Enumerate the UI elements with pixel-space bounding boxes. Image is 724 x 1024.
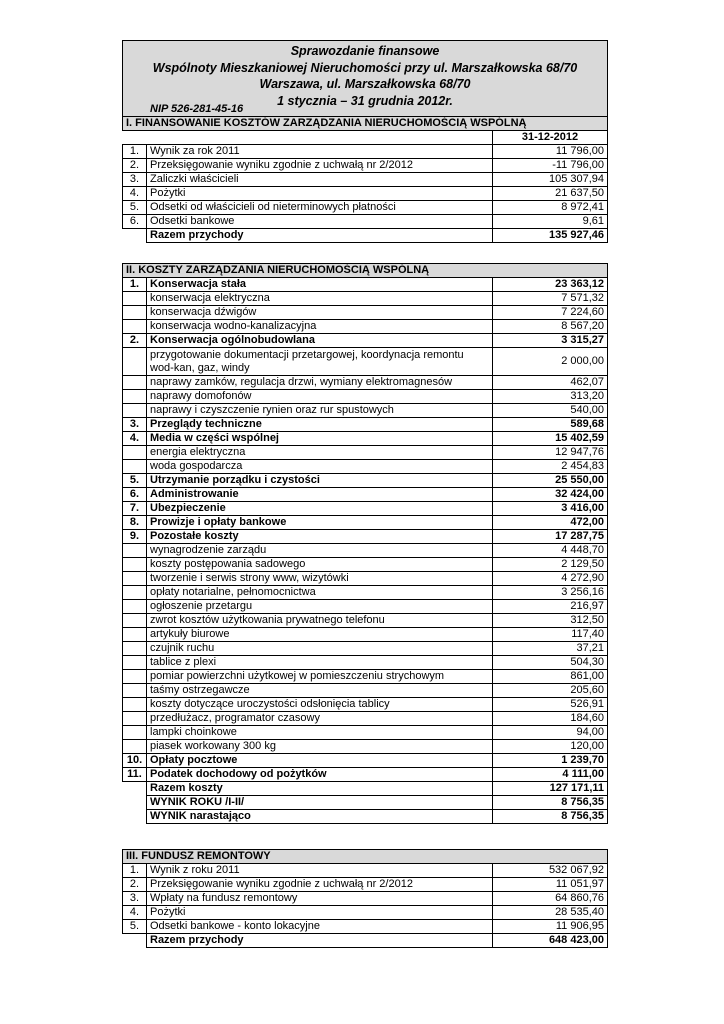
cost-row (123, 656, 608, 670)
row-value: 540,00 (493, 404, 608, 418)
cost-row (123, 292, 608, 306)
row-number (123, 726, 147, 740)
row-value: 2 129,50 (493, 558, 608, 572)
row-value: 216,97 (493, 600, 608, 614)
row-value: 1 239,70 (493, 754, 608, 768)
section-2-title-row (123, 264, 608, 278)
row-value: 313,20 (493, 390, 608, 404)
cost-row (123, 376, 608, 390)
fund-row (123, 878, 608, 892)
row-label: czujnik ruchu (147, 642, 493, 656)
row-number: 1. (123, 864, 147, 878)
income-row (123, 187, 608, 201)
row-label: Przeglądy techniczne (147, 418, 493, 432)
total-label: Razem koszty (147, 782, 493, 796)
cost-row (123, 544, 608, 558)
row-label: Konserwacja ogólnobudowlana (147, 334, 493, 348)
row-label: opłaty notarialne, pełnomocnictwa (147, 586, 493, 600)
cost-row (123, 670, 608, 684)
row-number: 4. (123, 187, 147, 201)
cost-row (123, 684, 608, 698)
row-value: 861,00 (493, 670, 608, 684)
cost-row (123, 418, 608, 432)
row-value: 37,21 (493, 642, 608, 656)
section-3-title: III. FUNDUSZ REMONTOWY (123, 850, 608, 864)
row-label: woda gospodarcza (147, 460, 493, 474)
row-number: 9. (123, 530, 147, 544)
row-label: konserwacja dźwigów (147, 306, 493, 320)
row-number (123, 614, 147, 628)
cost-total-row (123, 810, 608, 824)
section-2-title: II. KOSZTY ZARZĄDZANIA NIERUCHOMOŚCIĄ WSPÓLNĄ (123, 264, 608, 278)
cost-row (123, 390, 608, 404)
income-row (123, 159, 608, 173)
row-number: 2. (123, 878, 147, 892)
row-number (123, 376, 147, 390)
row-number: 5. (123, 474, 147, 488)
row-label: Media w części wspólnej (147, 432, 493, 446)
row-value: 3 315,27 (493, 334, 608, 348)
cost-row (123, 614, 608, 628)
header-nip: NIP 526-281-45-16 (150, 103, 244, 115)
row-value: 8 567,20 (493, 320, 608, 334)
total-value: 8 756,35 (493, 810, 608, 824)
total-label: WYNIK narastająco (147, 810, 493, 824)
section-2-table (122, 263, 608, 824)
row-value: 184,60 (493, 712, 608, 726)
row-value: 120,00 (493, 740, 608, 754)
total-value: 8 756,35 (493, 796, 608, 810)
income-row (123, 215, 608, 229)
fund-row (123, 892, 608, 906)
row-value: 94,00 (493, 726, 608, 740)
row-number (123, 656, 147, 670)
cost-row (123, 642, 608, 656)
header-title: Sprawozdanie finansowe (290, 44, 440, 58)
total-value: 648 423,00 (493, 934, 608, 948)
row-value: 11 796,00 (493, 145, 608, 159)
row-label: Odsetki bankowe (147, 215, 493, 229)
income-row (123, 173, 608, 187)
row-number (123, 404, 147, 418)
row-number: 11. (123, 768, 147, 782)
row-number: 3. (123, 173, 147, 187)
row-label: Pożytki (147, 906, 493, 920)
row-label: energia elektryczna (147, 446, 493, 460)
row-label: wynagrodzenie zarządu (147, 544, 493, 558)
row-value: 472,00 (493, 516, 608, 530)
row-label: Zaliczki właścicieli (147, 173, 493, 187)
row-number (123, 740, 147, 754)
row-value: 4 272,90 (493, 572, 608, 586)
row-label: Pożytki (147, 187, 493, 201)
row-label: naprawy zamków, regulacja drzwi, wymiany elektromagnesów (147, 376, 493, 390)
cost-row (123, 586, 608, 600)
row-label: Przeksięgowanie wyniku zgodnie z uchwałą nr 2/2012 (147, 878, 493, 892)
row-label: naprawy domofonów (147, 390, 493, 404)
row-number (123, 586, 147, 600)
row-label: Wynik z roku 2011 (147, 864, 493, 878)
row-value: 8 972,41 (493, 201, 608, 215)
row-label: konserwacja wodno-kanalizacyjna (147, 320, 493, 334)
row-value: 105 307,94 (493, 173, 608, 187)
row-value: 2 000,00 (493, 348, 608, 376)
fund-row (123, 920, 608, 934)
row-value: 32 424,00 (493, 488, 608, 502)
cost-row (123, 754, 608, 768)
row-number: 3. (123, 418, 147, 432)
row-value: 7 571,32 (493, 292, 608, 306)
row-value: 15 402,59 (493, 432, 608, 446)
section-1-title: I. FINANSOWANIE KOSZTÓW ZARZĄDZANIA NIERUCHOMOŚCIĄ WSPÓLNĄ (123, 117, 608, 131)
cost-row (123, 740, 608, 754)
cost-row (123, 306, 608, 320)
row-value: 9,61 (493, 215, 608, 229)
row-number: 2. (123, 334, 147, 348)
row-number: 7. (123, 502, 147, 516)
row-value: 589,68 (493, 418, 608, 432)
cost-row (123, 460, 608, 474)
row-value: 12 947,76 (493, 446, 608, 460)
row-label: lampki choinkowe (147, 726, 493, 740)
cost-row (123, 320, 608, 334)
cost-row (123, 698, 608, 712)
row-label: Ubezpieczenie (147, 502, 493, 516)
row-number (123, 698, 147, 712)
row-label: Odsetki od właścicieli od nieterminowych płatności (147, 201, 493, 215)
cost-row (123, 712, 608, 726)
row-label: Administrowanie (147, 488, 493, 502)
row-label: Podatek dochodowy od pożytków (147, 768, 493, 782)
row-label: Wpłaty na fundusz remontowy (147, 892, 493, 906)
row-number (123, 558, 147, 572)
row-value: 462,07 (493, 376, 608, 390)
cost-row (123, 516, 608, 530)
total-label: Razem przychody (147, 229, 493, 243)
cost-total-row (123, 782, 608, 796)
row-value: 2 454,83 (493, 460, 608, 474)
row-number (123, 320, 147, 334)
row-value: 64 860,76 (493, 892, 608, 906)
row-number (123, 390, 147, 404)
date-label: 31-12-2012 (493, 131, 608, 145)
row-value: 4 448,70 (493, 544, 608, 558)
cost-row (123, 446, 608, 460)
row-number: 3. (123, 892, 147, 906)
cost-row (123, 432, 608, 446)
cost-total-row (123, 796, 608, 810)
row-number (123, 642, 147, 656)
row-value: 4 111,00 (493, 768, 608, 782)
row-number: 10. (123, 754, 147, 768)
row-label: naprawy i czyszczenie rynien oraz rur spustowych (147, 404, 493, 418)
income-row (123, 201, 608, 215)
row-label: Odsetki bankowe - konto lokacyjne (147, 920, 493, 934)
row-value: -11 796,00 (493, 159, 608, 173)
row-value: 205,60 (493, 684, 608, 698)
row-label: Utrzymanie porządku i czystości (147, 474, 493, 488)
row-label: tworzenie i serwis strony www, wizytówki (147, 572, 493, 586)
row-number (123, 712, 147, 726)
row-number (123, 670, 147, 684)
cost-row (123, 278, 608, 292)
row-number: 1. (123, 145, 147, 159)
row-number (123, 306, 147, 320)
income-total-row (123, 229, 608, 243)
row-label: Konserwacja stała (147, 278, 493, 292)
row-value: 3 416,00 (493, 502, 608, 516)
row-number (123, 544, 147, 558)
row-number: 1. (123, 278, 147, 292)
row-label: taśmy ostrzegawcze (147, 684, 493, 698)
row-value: 25 550,00 (493, 474, 608, 488)
row-value: 28 535,40 (493, 906, 608, 920)
date-header-row (123, 131, 608, 145)
row-value: 17 287,75 (493, 530, 608, 544)
row-value: 23 363,12 (493, 278, 608, 292)
total-value: 135 927,46 (493, 229, 608, 243)
row-number (123, 292, 147, 306)
total-label: Razem przychody (147, 934, 493, 948)
row-number: 6. (123, 488, 147, 502)
row-label: koszty postępowania sadowego (147, 558, 493, 572)
row-label: zwrot kosztów użytkowania prywatnego telefonu (147, 614, 493, 628)
row-label: Opłaty pocztowe (147, 754, 493, 768)
row-label: ogłoszenie przetargu (147, 600, 493, 614)
row-value: 532 067,92 (493, 864, 608, 878)
report-header (123, 41, 608, 117)
row-value: 11 906,95 (493, 920, 608, 934)
row-label: tablice z plexi (147, 656, 493, 670)
row-number: 2. (123, 159, 147, 173)
row-value: 11 051,97 (493, 878, 608, 892)
row-label: Prowizje i opłaty bankowe (147, 516, 493, 530)
row-value: 526,91 (493, 698, 608, 712)
total-label: WYNIK ROKU /I-II/ (147, 796, 493, 810)
row-label: Pozostałe koszty (147, 530, 493, 544)
row-value: 7 224,60 (493, 306, 608, 320)
row-value: 312,50 (493, 614, 608, 628)
cost-row (123, 628, 608, 642)
cost-row (123, 348, 608, 376)
row-label: artykuły biurowe (147, 628, 493, 642)
header-address: Warszawa, ul. Marszałkowska 68/70 (259, 77, 471, 91)
row-value: 504,30 (493, 656, 608, 670)
fund-row (123, 906, 608, 920)
cost-row (123, 474, 608, 488)
fund-row (123, 864, 608, 878)
cost-row (123, 502, 608, 516)
section-3-title-row (123, 850, 608, 864)
row-value: 21 637,50 (493, 187, 608, 201)
cost-row (123, 404, 608, 418)
row-number: 5. (123, 920, 147, 934)
row-label: Przeksięgowanie wyniku zgodnie z uchwałą nr 2/2012 (147, 159, 493, 173)
income-row (123, 145, 608, 159)
row-number: 4. (123, 906, 147, 920)
row-label: Wynik za rok 2011 (147, 145, 493, 159)
row-value: 117,40 (493, 628, 608, 642)
row-label: konserwacja elektryczna (147, 292, 493, 306)
row-label: przedłużacz, programator czasowy (147, 712, 493, 726)
header-period: 1 stycznia – 31 grudnia 2012r. (277, 93, 453, 108)
row-label: piasek workowany 300 kg (147, 740, 493, 754)
row-label: koszty dotyczące uroczystości odsłonięcia tablicy (147, 698, 493, 712)
row-number (123, 684, 147, 698)
cost-row (123, 558, 608, 572)
total-value: 127 171,11 (493, 782, 608, 796)
fund-total-row (123, 934, 608, 948)
row-number: 4. (123, 432, 147, 446)
section-1-title-row (123, 117, 608, 131)
row-label: przygotowanie dokumentacji przetargowej, koordynacja remontu wod-kan, gaz, windy (147, 348, 493, 376)
row-number: 5. (123, 201, 147, 215)
row-number (123, 348, 147, 376)
section-1-table (122, 40, 608, 243)
cost-row (123, 600, 608, 614)
cost-row (123, 572, 608, 586)
cost-row (123, 726, 608, 740)
row-number (123, 628, 147, 642)
cost-row (123, 768, 608, 782)
row-number (123, 600, 147, 614)
row-number (123, 572, 147, 586)
cost-row (123, 334, 608, 348)
row-number: 6. (123, 215, 147, 229)
row-number (123, 446, 147, 460)
cost-row (123, 530, 608, 544)
header-community: Wspólnoty Mieszkaniowej Nieruchomości przy ul. Marszałkowska 68/70 (152, 60, 578, 75)
cost-row (123, 488, 608, 502)
row-label: pomiar powierzchni użytkowej w pomieszczeniu strychowym (147, 670, 493, 684)
row-value: 3 256,16 (493, 586, 608, 600)
row-number: 8. (123, 516, 147, 530)
row-number (123, 460, 147, 474)
section-3-table (122, 849, 608, 948)
